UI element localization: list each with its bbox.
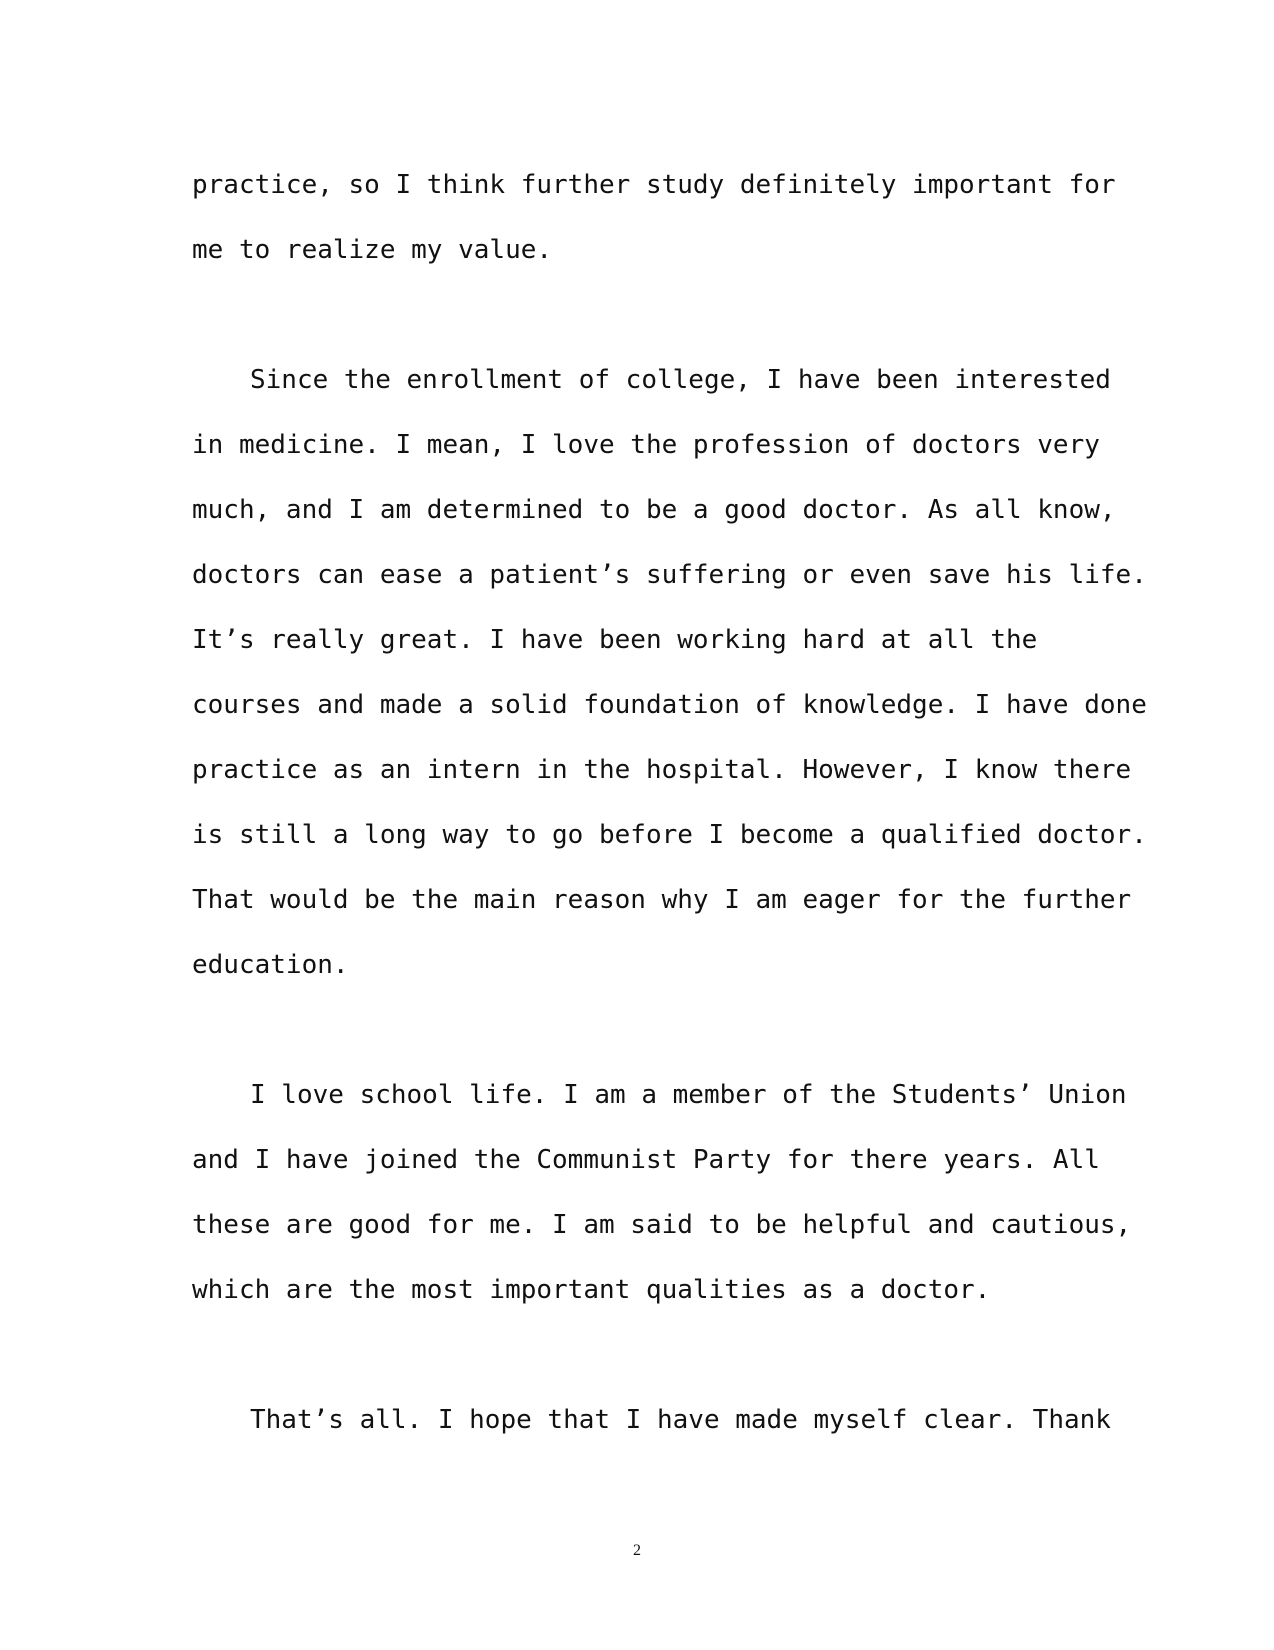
page-number: 2 [633,1542,641,1559]
paragraph-2-line-7: practice as an intern in the hospital. However, I know there [192,755,1132,785]
paragraph-2-line-8: is still a long way to go before I become a qualified doctor. [192,820,1147,850]
paragraph-2-line-6: courses and made a solid foundation of knowledge. I have done [192,690,1147,720]
paragraph-3-line-2: and I have joined the Communist Party for there years. All [192,1145,1100,1175]
paragraph-2-line-1: Since the enrollment of college, I have been interested [250,365,1111,395]
paragraph-2-line-5: It’s really great. I have been working hard at all the [192,625,1038,655]
paragraph-2-line-10: education. [192,950,349,980]
paragraph-3-line-3: these are good for me. I am said to be helpful and cautious, [192,1210,1132,1240]
paragraph-2-line-2: in medicine. I mean, I love the profession of doctors very [192,430,1100,460]
paragraph-2-line-9: That would be the main reason why I am eager for the further [192,885,1132,915]
paragraph-2-line-3: much, and I am determined to be a good doctor. As all know, [192,495,1116,525]
paragraph-2-line-4: doctors can ease a patient’s suffering or even save his life. [192,560,1147,590]
paragraph-1-line-1: practice, so I think further study definitely important for [192,170,1116,200]
paragraph-3-line-1: I love school life. I am a member of the Students’ Union [250,1080,1127,1110]
paragraph-3-line-4: which are the most important qualities as a doctor. [192,1275,991,1305]
paragraph-1-line-2: me to realize my value. [192,235,553,265]
paragraph-4-line-1: That’s all. I hope that I have made myself clear. Thank [250,1405,1111,1435]
